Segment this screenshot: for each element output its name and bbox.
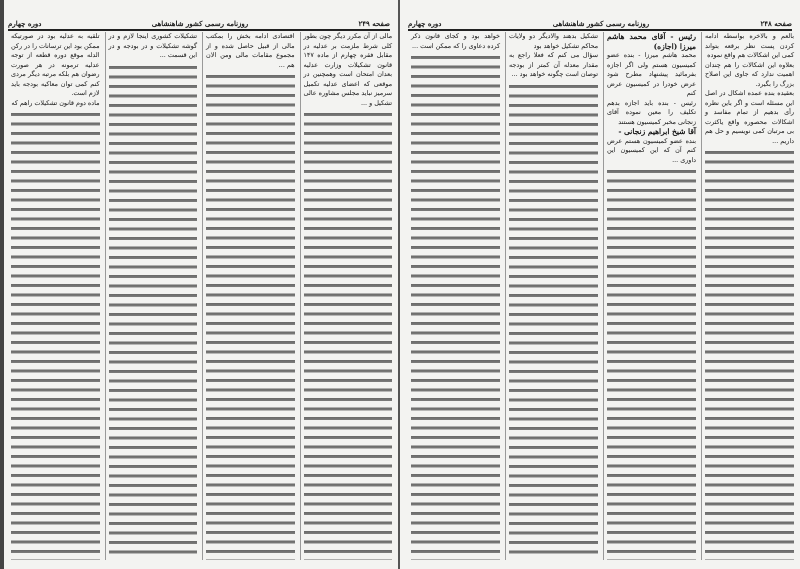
paragraph: سؤال می کنم که فعلا راجع به مقدار معدله آن کمتر از بودجه توصان است چگونه خواهد بود ... [509, 51, 598, 78]
page-header [8, 12, 390, 31]
paragraph: خواهد بود و کجای قانون ذکر کرده دعاوی را که ممکن است ... [411, 32, 500, 50]
text-columns [408, 32, 794, 560]
paragraph: ماده دوم قانون تشکیلات راهم که [11, 98, 100, 107]
text-lines [304, 110, 393, 560]
text-column [300, 32, 393, 560]
newspaper-title: روزنامه رسمی کشور شاهنشاهی [151, 19, 249, 28]
text-lines [509, 82, 598, 561]
speaker-heading: آقا شیخ ابراهیم زنجانی - [618, 127, 696, 136]
text-column [701, 32, 794, 560]
paragraph: رئیس - بنده باید اجازه بدهم تکلیف را معین نموده آقای زنجانی مخبر کمیسیون هستند [607, 98, 696, 126]
text-column [8, 32, 100, 560]
page-number: صفحه ۲۴۹ [358, 19, 390, 28]
paragraph: بعلاوه این اشکالات را هم چندان اهمیت ندارد که جاوی این اصلاح بزرگ را بگیرد. [705, 60, 794, 88]
text-lines [206, 72, 295, 560]
text-columns [8, 32, 392, 560]
paragraph: تلقیه به عدلیه بود در صورتیکه ممکن بود این ترسانات را در رکن الدله موقع دوره قطعه از توجه عدلیه ترمونه در هر صورت رضوان هم بلکه مرتبه دیگر مردی کنم کمی توان معاکیه بودجه باید لازم است. [11, 32, 100, 97]
paragraph: مالی از آن مکرر دیگر چون بطور کلی شرط ملزمت بر عدلیه در مقابل فقره چهارم از ماده ۱۴۷ قانون تشکیلات وزارت عدلیه بعدان امتحان است وهمچنین در موقعی که اعضای عدلیه تکمیل سرمیز نباید مجلس مشاوره عالی تشکیل و ... [303, 32, 392, 107]
paragraph: اقتصادی ادامه بخش را بمکتب مالی از قبیل حاصل شده و از مجموع مقامات مالی ومن الان هم ... [206, 32, 295, 69]
speaker-heading: رئیس - آقای محمد هاشم میرزا (اجازه) [607, 32, 696, 51]
newspaper-title: روزنامه رسمی کشور شاهنشاهی [552, 19, 650, 28]
right-page [400, 0, 800, 569]
text-lines [11, 110, 100, 560]
page-binding-edge [0, 0, 4, 569]
paragraph: بنده عضو کمیسیون هستم عرض کنم آن که این کمیسیون این داوری ... [607, 136, 696, 164]
text-column [408, 32, 500, 560]
text-column [505, 32, 598, 560]
text-column [202, 32, 295, 560]
text-lines [607, 167, 696, 560]
period-label: دوره چهارم [8, 19, 42, 28]
text-lines [705, 148, 794, 560]
page-number: صفحه ۲۴۸ [760, 19, 792, 28]
paragraph: محمد هاشم میرزا - بنده عضو کمیسیون هستم ولی اگر اجازه بفرمائید پیشنهاد مطرح شود عرض خودرا در کمیسیون عرض کنم [607, 51, 696, 97]
text-lines [411, 53, 500, 560]
page-header [408, 12, 792, 31]
paragraph: تشکیلات کشوری اینجا لازم و در گوشه تشکیلات و در بودجه و در این قسمت ... [108, 32, 197, 59]
paragraph: بعقیده بنده عمده اشکال در اصل این مسئله است و اگر باین نظره رأی بدهیم از تمام مفاسد و اشکالات محصوره واقع یاکثرت بی مرتبان کمی نویسیم و حل هم داریم ... [705, 89, 794, 145]
period-label: دوره چهارم [408, 19, 442, 28]
text-lines [109, 63, 198, 561]
paragraph: تشکیل بدهند والادیگر دو ولایات محاکم تشکیل خواهد بود [509, 32, 598, 50]
text-column [603, 32, 696, 560]
text-column [105, 32, 198, 560]
paragraph: بالعم و بالاخره بواسطه ادامه کردن پست نظر برقعه بتواند کمی این اشکالات هم واقع نموده [705, 32, 794, 59]
